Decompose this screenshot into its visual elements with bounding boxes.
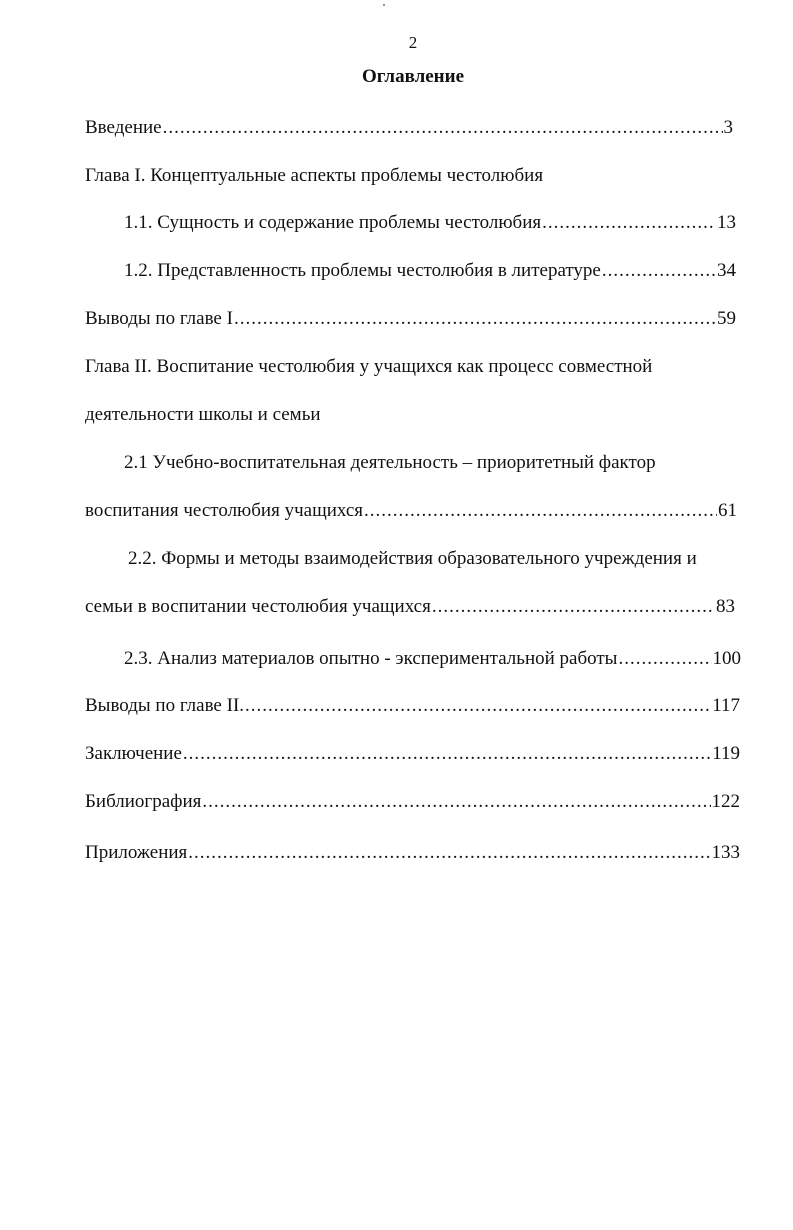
toc-entry-chapter-2-continuation[interactable]	[85, 403, 321, 427]
toc-entry-text: 2.1 Учебно-воспитательная деятельность – приоритетный фактор	[124, 452, 656, 473]
toc-entry-page: 59	[717, 308, 736, 329]
dot-leader	[234, 307, 716, 331]
toc-entry-page: 100	[712, 648, 741, 669]
toc-entry-page: 34	[717, 260, 736, 281]
toc-entry-page: 122	[711, 791, 740, 812]
toc-entry-text: Глава II. Воспитание честолюбия у учащихся как процесс совместной	[85, 356, 653, 377]
toc-entry-chapter-1[interactable]	[85, 164, 543, 188]
toc-entry-section-2-1-continuation[interactable]	[85, 499, 737, 523]
dot-leader	[163, 116, 723, 140]
toc-entry-section-2-2[interactable]	[128, 547, 697, 571]
toc-entry-text: семьи в воспитании честолюбия учащихся	[85, 596, 431, 617]
dot-leader	[245, 694, 711, 718]
toc-entry-page: 13	[717, 212, 736, 233]
toc-entry-text: Глава I. Концептуальные аспекты проблемы честолюбия	[85, 165, 544, 186]
toc-entry-text: деятельности школы и семьи	[85, 404, 321, 425]
toc-entry-text: Библиография	[85, 791, 202, 812]
toc-entry-text: 1.2. Представленность проблемы честолюбия в литературе	[124, 260, 601, 281]
dot-leader	[202, 790, 710, 814]
toc-entry-section-1-2[interactable]	[124, 259, 736, 283]
dot-leader	[188, 841, 710, 865]
toc-entry-text: Выводы по главе II.	[85, 695, 245, 716]
dot-leader	[602, 259, 716, 283]
toc-entry-conclusions-2[interactable]	[85, 694, 740, 718]
toc-entry-section-1-1[interactable]	[124, 211, 736, 235]
toc-entry-bibliography[interactable]	[85, 790, 740, 814]
toc-entry-section-2-3[interactable]	[124, 647, 741, 671]
toc-entry-text: Заключение	[85, 743, 182, 764]
toc-entry-page: 83	[716, 596, 735, 617]
dot-leader	[364, 499, 717, 523]
dot-leader	[432, 595, 715, 619]
toc-entry-text: воспитания честолюбия учащихся	[85, 500, 363, 521]
toc-entry-text: Выводы по главе I	[85, 308, 233, 329]
toc-title: Оглавление	[361, 66, 465, 87]
toc-entry-text: 2.3. Анализ материалов опытно - экспериментальной работы	[124, 648, 618, 669]
toc-entry-text: 2.2. Формы и методы взаимодействия образовательного учреждения и	[128, 548, 697, 569]
dot-leader	[183, 742, 711, 766]
toc-entry-text: 1.1. Сущность и содержание проблемы честолюбия	[124, 212, 542, 233]
toc-entry-chapter-2[interactable]	[85, 355, 652, 379]
page-number: 2	[408, 33, 418, 52]
toc-entry-section-2-1[interactable]	[124, 451, 656, 475]
dot-leader	[618, 647, 711, 671]
toc-entry-introduction[interactable]	[85, 116, 733, 140]
toc-entry-section-2-2-continuation[interactable]	[85, 595, 735, 619]
toc-entry-page: 117	[712, 695, 740, 716]
toc-entry-appendices[interactable]	[85, 841, 740, 865]
toc-entry-page: 133	[711, 842, 740, 863]
toc-entry-text: Введение	[85, 117, 162, 138]
toc-entry-conclusions-1[interactable]	[85, 307, 736, 331]
toc-entry-page: 3	[723, 117, 733, 138]
toc-entry-page: 119	[712, 743, 740, 764]
dot-leader	[542, 211, 716, 235]
toc-entry-text: Приложения	[85, 842, 188, 863]
toc-entry-page: 61	[718, 500, 737, 521]
scan-speck	[383, 4, 385, 6]
toc-entry-conclusion[interactable]	[85, 742, 740, 766]
